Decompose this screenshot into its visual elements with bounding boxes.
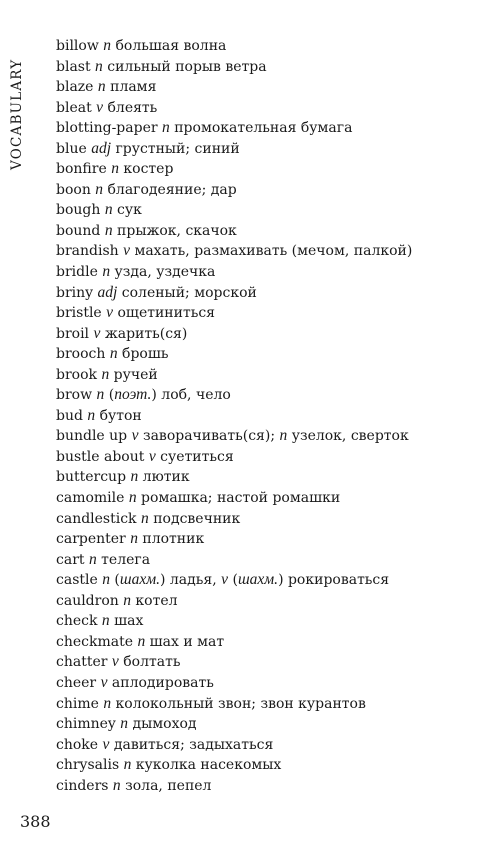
vocabulary-entry (56, 180, 486, 201)
entry-italic-text: n (88, 550, 97, 568)
entry-text: cinders (56, 777, 113, 794)
entry-text: ) ладья, (160, 572, 222, 589)
entry-text: благодеяние; дар (103, 181, 237, 198)
vocabulary-side-label: VOCABULARY (9, 58, 25, 170)
entry-text: болтать (118, 654, 181, 671)
entry-text: махать, размахивать (мечом, палкой) (130, 243, 413, 260)
entry-italic-text: n (104, 201, 113, 219)
vocabulary-entry (56, 529, 486, 550)
entry-italic-text: n (109, 345, 118, 363)
vocabulary-entry (56, 241, 486, 262)
vocabulary-entry (56, 467, 486, 488)
entry-text: brow (56, 387, 97, 404)
entry-text: bustle about (56, 448, 149, 465)
entry-italic-text: n (102, 571, 110, 589)
entry-italic-text: поэт. (114, 386, 152, 404)
entry-text: brooch (56, 346, 110, 363)
entry-text: блеять (103, 99, 158, 116)
entry-italic-text: n (96, 386, 105, 404)
entry-italic-text: n (279, 427, 288, 445)
entry-text: broil (56, 325, 94, 342)
entry-text: blue (56, 140, 92, 157)
entry-text: грустный; синий (111, 140, 240, 157)
entry-text: bridle (56, 264, 103, 281)
entry-text: костер (118, 161, 174, 178)
vocabulary-entry (56, 488, 486, 509)
vocabulary-entry (56, 139, 486, 160)
entry-text: сук (112, 202, 142, 219)
vocabulary-entry (56, 262, 486, 283)
entry-text: check (56, 613, 102, 630)
entry-text: куколка насекомых (131, 757, 282, 774)
vocabulary-entry (56, 776, 486, 797)
entry-italic-text: adj (97, 283, 118, 301)
entry-text: пламя (105, 79, 157, 96)
entry-italic-text: n (130, 530, 138, 548)
vocabulary-entry (56, 200, 486, 221)
entry-italic-text: n (87, 406, 96, 424)
vocabulary-entry (56, 694, 486, 715)
entry-text: checkmate (56, 633, 138, 650)
entry-italic-text: v (123, 242, 130, 260)
entry-text: ручей (109, 366, 158, 383)
entry-text: заворачивать(ся); (138, 428, 280, 445)
entry-text: brook (56, 366, 102, 383)
entry-text: castle (56, 572, 103, 589)
vocabulary-entry (56, 509, 486, 530)
entry-italic-text: n (95, 180, 104, 198)
entry-italic-text: n (162, 119, 170, 137)
entry-text: camomile (56, 490, 129, 507)
entry-italic-text: n (103, 694, 112, 712)
entry-text: bonfire (56, 161, 112, 178)
entry-italic-text: шахм. (119, 571, 160, 589)
entry-italic-text: n (123, 756, 132, 774)
entry-text: chrysalis (56, 757, 124, 774)
entry-text: плотник (137, 531, 205, 548)
entry-italic-text: v (102, 735, 110, 753)
entry-text: зола, пепел (120, 777, 212, 794)
entry-italic-text: v (96, 98, 104, 116)
vocabulary-entry (56, 591, 486, 612)
vocabulary-entry (56, 221, 486, 242)
entry-italic-text: adj (91, 139, 112, 157)
entry-text: bound (56, 222, 105, 239)
entry-italic-text: n (130, 468, 139, 486)
entry-text: chimney (56, 716, 121, 733)
vocabulary-entry (56, 118, 486, 139)
entry-italic-text: n (112, 776, 121, 794)
entry-text: blaze (56, 79, 98, 96)
entry-text: billow (56, 38, 104, 54)
entry-text: boon (56, 181, 96, 198)
vocabulary-entry (56, 611, 486, 632)
vocabulary-entry (56, 632, 486, 653)
vocabulary-entry (56, 385, 486, 406)
vocabulary-entry (56, 77, 486, 98)
vocabulary-entry (56, 324, 486, 345)
entry-italic-text: n (128, 489, 137, 507)
entry-text: briny (56, 284, 98, 301)
entry-italic-text: n (101, 365, 110, 383)
entry-text: ощетиниться (113, 305, 216, 322)
entry-italic-text: n (104, 221, 113, 239)
entry-italic-text: n (103, 37, 112, 54)
entry-italic-text: v (131, 427, 139, 445)
entry-italic-text: v (106, 304, 114, 322)
entry-text: brandish (56, 243, 124, 260)
entry-text: bleat (56, 99, 97, 116)
entry-text: дымоход (128, 716, 197, 733)
entry-text: ) рокироваться (278, 572, 390, 589)
entry-text: bough (56, 202, 105, 219)
vocabulary-entry (56, 98, 486, 119)
entry-italic-text: v (111, 653, 119, 671)
vocabulary-entry (56, 36, 486, 57)
entry-text: колокольный звон; звон курантов (111, 695, 366, 712)
entry-text: жарить(ся) (100, 325, 188, 342)
vocabulary-entry (56, 406, 486, 427)
entry-text: bristle (56, 305, 107, 322)
vocabulary-entry (56, 652, 486, 673)
entry-text: шах (109, 613, 144, 630)
entry-text: cauldron (56, 592, 124, 609)
entry-italic-text: n (102, 263, 111, 281)
vocabulary-entry (56, 365, 486, 386)
entry-text: телега (96, 551, 151, 568)
vocabulary-entry (56, 303, 486, 324)
entry-italic-text: n (137, 632, 146, 650)
entry-italic-text: n (97, 78, 106, 96)
vocabulary-entry (56, 673, 486, 694)
vocabulary-list (56, 36, 486, 796)
vocabulary-entry (56, 570, 486, 591)
entry-text: большая волна (111, 38, 227, 54)
entry-text: bud (56, 407, 88, 424)
entry-text: шах и мат (145, 633, 225, 650)
entry-text: chime (56, 695, 104, 712)
entry-text: подсвечник (148, 510, 241, 527)
entry-text: buttercup (56, 469, 131, 486)
entry-text: давиться; задыхаться (109, 736, 274, 753)
entry-text: суетиться (155, 448, 234, 465)
entry-text: брошь (117, 346, 169, 363)
vocabulary-entry (56, 755, 486, 776)
entry-text: blast (56, 58, 96, 75)
entry-text: cart (56, 551, 89, 568)
vocabulary-entry (56, 714, 486, 735)
entry-text: сильный порыв ветра (102, 58, 267, 75)
entry-italic-text: n (111, 160, 119, 178)
vocabulary-entry (56, 426, 486, 447)
entry-text: промокательная бумага (169, 120, 353, 137)
vocabulary-entry (56, 57, 486, 78)
entry-text: chatter (56, 654, 112, 671)
entry-text: узелок, сверток (287, 428, 409, 445)
entry-italic-text: v (100, 673, 108, 691)
page-number: 388 (20, 812, 51, 831)
entry-text: candlestick (56, 510, 141, 527)
entry-text: ромашка; настой ромашки (136, 490, 341, 507)
entry-text: ( (104, 387, 115, 404)
entry-text: лютик (138, 469, 190, 486)
entry-italic-text: v (93, 324, 101, 342)
vocabulary-entry (56, 344, 486, 365)
entry-text: ( (109, 572, 120, 589)
entry-text: cheer (56, 674, 101, 691)
entry-italic-text: v (148, 447, 156, 465)
entry-italic-text: n (95, 57, 103, 75)
entry-text: carpenter (56, 531, 131, 548)
vocabulary-entry (56, 550, 486, 571)
entry-italic-text: n (123, 591, 131, 609)
entry-text: blotting-paper (56, 120, 163, 137)
entry-italic-text: n (101, 612, 110, 630)
entry-text: ( (228, 572, 238, 589)
entry-text: бутон (95, 407, 142, 424)
entry-italic-text: n (120, 715, 129, 733)
entry-text: котел (130, 592, 178, 609)
entry-italic-text: шахм. (237, 571, 279, 589)
vocabulary-entry (56, 283, 486, 304)
entry-italic-text: v (221, 571, 229, 589)
entry-text: соленый; морской (117, 284, 257, 301)
vocabulary-entry (56, 735, 486, 756)
entry-text: choke (56, 736, 103, 753)
vocabulary-entry (56, 159, 486, 180)
entry-italic-text: n (141, 509, 149, 527)
entry-text: узда, уздечка (110, 264, 216, 281)
entry-text: прыжок, скачок (112, 222, 237, 239)
entry-text: bundle up (56, 428, 132, 445)
vocabulary-entry (56, 447, 486, 468)
entry-text: ) лоб, чело (151, 387, 231, 404)
entry-text: аплодировать (107, 674, 214, 691)
